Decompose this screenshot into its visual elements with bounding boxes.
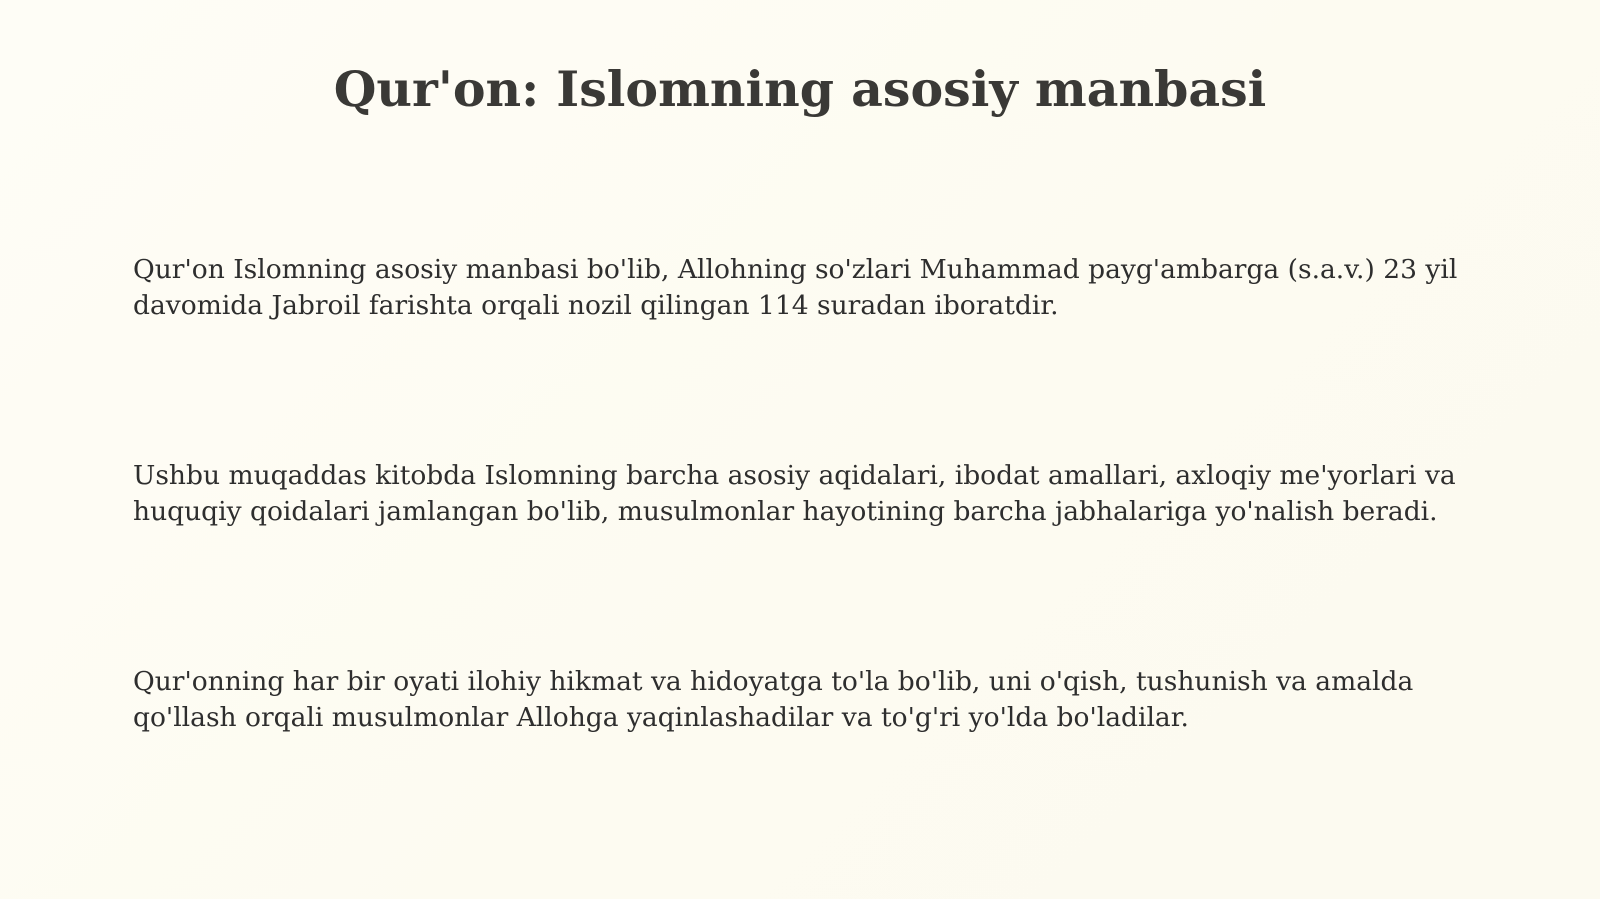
slide-title: Qur'on: Islomning asosiy manbasi	[333, 60, 1267, 118]
paragraph-1: Qur'on Islomning asosiy manbasi bo'lib, Allohning so'zlari Muhammad payg'ambarga (s.a.v.) 23 yil davomida Jabroil farishta orqali nozil qilingan 114 suradan iboratdir.	[133, 254, 1458, 321]
paragraph-2: Ushbu muqaddas kitobda Islomning barcha asosiy aqidalari, ibodat amallari, axloqiy me'yorlari va huquqiy qoidalari jamlangan bo'lib, musulmonlar hayotining barcha jabhalariga yo'nalish beradi.	[133, 460, 1456, 527]
paragraph-3: Qur'onning har bir oyati ilohiy hikmat va hidoyatga to'la bo'lib, uni o'qish, tushunish va amalda qo'llash orqali musulmonlar Allohga yaqinlashadilar va to'g'ri yo'lda bo'ladilar.	[133, 666, 1414, 733]
